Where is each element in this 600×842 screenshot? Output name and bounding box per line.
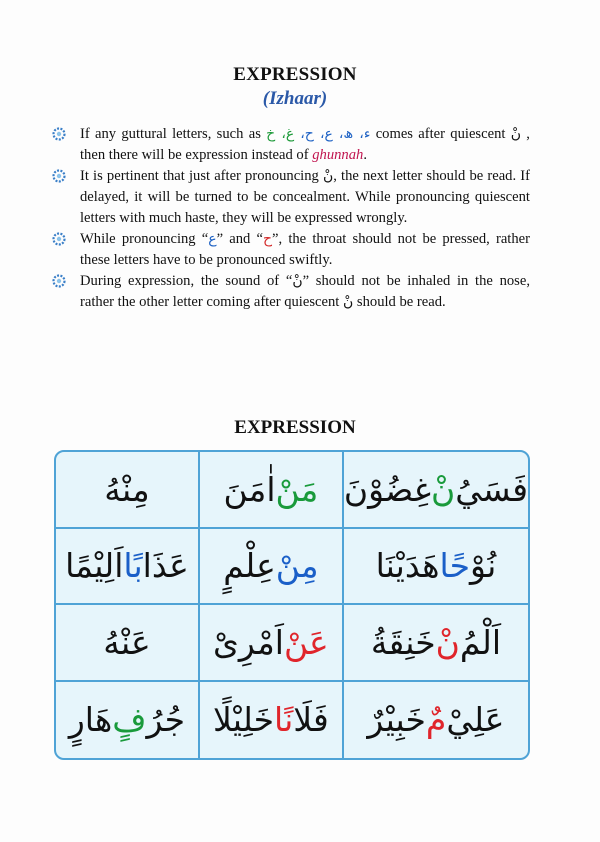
example-word-part: عَنْهُ [103,622,151,662]
rule-text: It is pertinent that just after pronouncing [80,168,319,184]
example-word-part: فَسَيُ [455,469,528,509]
rule-text: . [363,147,367,163]
example-word-part: فَلَا [293,700,329,740]
noon-letter: نْ [342,294,354,310]
guttural-letter: ھ، [332,126,354,142]
example-word-part: اٰمَنَ [223,469,276,509]
letter-haa: ح [262,231,273,247]
noon-letter: نْ [292,273,303,289]
example-word-part: هَارٍ [68,700,113,740]
guttural-letter: ح، [294,126,314,142]
example-word-part: نْ [435,622,460,662]
example-word-part: اَلْمُ [459,622,502,662]
rule-text: ”, the throat should not be pressed, rather these letters have to be pronounced swiftly. [80,231,530,268]
example-cell [200,452,344,529]
example-cell [344,682,528,759]
example-word-part: عَلِيْ [446,700,505,740]
noon-letter: نْ [322,168,334,184]
example-word-part: خَلِيْلًا [213,700,275,740]
example-word-part: عِلْمٍ [223,546,276,586]
rule-text: During expression, the sound of “ [80,273,293,289]
example-word-part: حًا [439,546,471,586]
rule-item [52,229,530,271]
term-ghunnah: ghunnah [312,147,364,163]
gear-bullet-icon [52,169,66,183]
example-word-part: غِضُوْنَ [343,469,432,509]
guttural-letter: غ، [275,126,295,142]
letter-ain: ع [208,231,217,247]
guttural-letter: ع، [313,126,333,142]
example-cell [344,529,528,606]
gear-bullet-icon [52,127,66,141]
page-title: EXPRESSION [233,64,357,85]
example-word-part: بًا [123,546,143,586]
rule-text: ” should not be inhaled in the nose, rather the other letter coming after quiescent [80,273,530,310]
example-word-part: نًا [274,700,294,740]
section-title: EXPRESSION [234,417,356,438]
noon-letter: نْ [510,126,521,142]
page-subtitle: (Izhaar) [262,88,328,109]
example-cell [56,682,200,759]
example-cell [344,452,528,529]
example-word-part: هَدَيْنَا [375,546,440,586]
example-word-part: مَنْ [275,469,319,509]
example-word-part: فٍ [112,700,147,740]
example-word-part: خَنِقَةُ [370,622,436,662]
example-cell [56,452,200,529]
guttural-letters [266,126,370,142]
example-cell [56,605,200,682]
rule-text: comes after quiescent [375,126,506,142]
examples-table [54,450,530,760]
example-cell [344,605,528,682]
example-word-part: نْ [431,469,456,509]
example-cell [200,529,344,606]
rule-text: , then there will be expression instead of [80,126,530,163]
gear-bullet-icon [52,274,66,288]
example-cell [56,529,200,606]
example-word-part: عَذَا [142,546,189,586]
example-cell [200,605,344,682]
rule-text: , the next letter should be read. If delayed, it will be turned to be concealment. While pronouncing quiescent letters with much haste, they will be expressed wrongly. [80,168,530,226]
rule-text: should be read. [356,294,446,310]
example-word-part: جُرُ [146,700,186,740]
rule-text: While pronouncing “ [80,231,209,247]
guttural-letter: خ [266,126,276,142]
guttural-letter: ء، [353,126,371,142]
rule-item [52,271,530,313]
example-word-part: نُوْ [470,546,497,586]
example-word-part: مِنْ [275,546,319,586]
rule-item [52,124,530,166]
rule-text: ” and “ [216,231,263,247]
example-word-part: اَلِيْمًا [65,546,124,586]
rule-text: If any guttural letters, such as [80,126,261,142]
example-word-part: مٌ [425,700,447,740]
example-cell [200,682,344,759]
rule-item [52,166,530,229]
example-word-part: اَمْرِیْ [213,622,284,662]
example-word-part: عَنْ [283,622,329,662]
gear-bullet-icon [52,232,66,246]
rules-list [52,124,530,313]
example-word-part: خَبِيْرٌ [367,700,426,740]
example-word-part: مِنْهُ [104,469,150,509]
